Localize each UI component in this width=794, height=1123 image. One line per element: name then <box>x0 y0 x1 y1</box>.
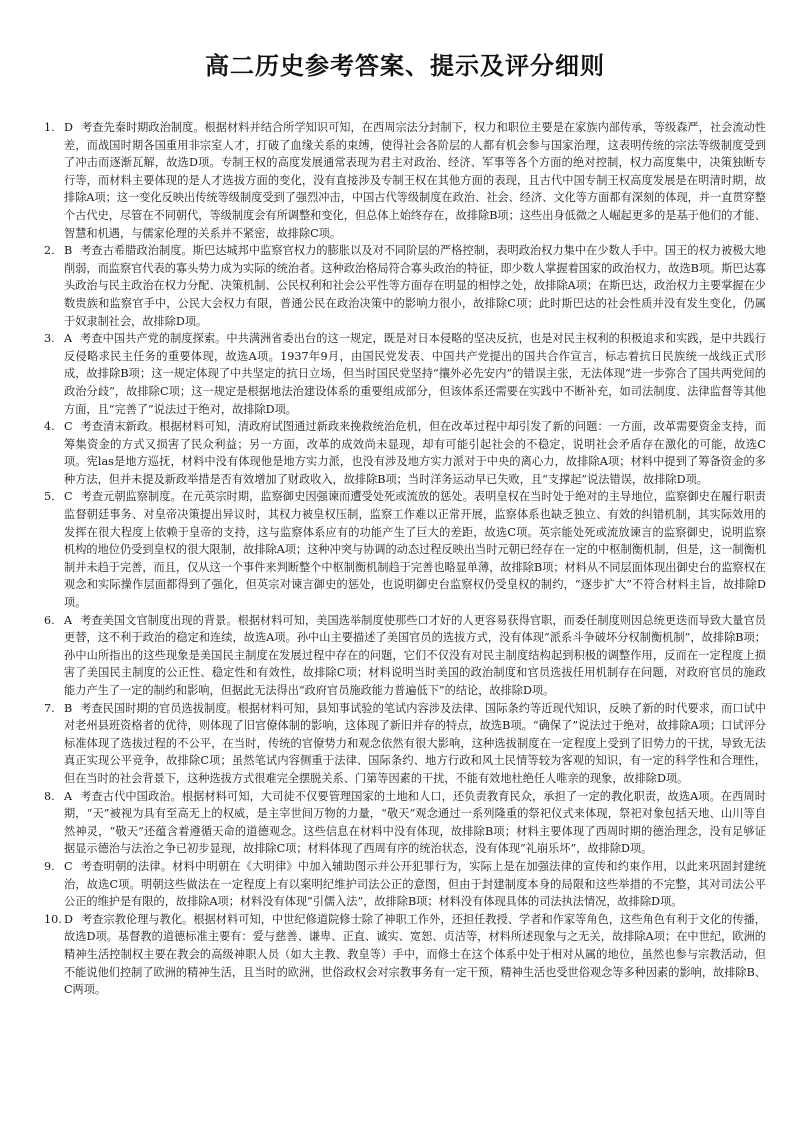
item-body <box>64 418 766 488</box>
explanation-text: 考查古代中国政治。根据材料可知，大司徒不仅要管理国家的土地和人口，还负责教育民众，承担了一定的教化职责，故选A项。在西周时期，“天”被视为具有至高无上的权威，是主宰世间万物的力量，“敬天”观念通过一系列隆重的祭祀仪式来体现，祭祀对象包括天地、山川等自然神灵，“敬天”还蕴含着遵循天命的道德观念。这些信息在材料中没有体现，故排除B项；材料主要体现了西周时期的德治理念，没有足够证据显示德治与法治之争已初步显现，故排除C项；材料体现了西周有序的统治状态，没有体现“礼崩乐坏”，故排除D项。 <box>64 789 766 856</box>
item-number: 9. <box>44 859 55 873</box>
item-body <box>64 700 766 788</box>
item-body <box>64 911 766 999</box>
explanation-text: 考查清末新政。根据材料可知，清政府试图通过新政来挽救统治危机，但在改革过程中却引发了新的问题：一方面，改革需要资金支持，而筹集资金的方式又损害了民众利益；另一方面，改革的成效尚未显现，却有可能引起社会的不稳定，说明社会矛盾存在激化的可能，故选C项。宪las是地方巡抚，材料中没有体现他是地方实力派，也没有涉及地方实力派对于中央的离心力，故排除A项；材料中提到了筹备资金的多种方法，但并未提及新政举措是否有效增加了财政收入，故排除B项；当时洋务运动早已失败，且“支撑起”说法错误，故排除D项。 <box>64 420 766 486</box>
answer-letter: A <box>64 613 73 627</box>
answer-list <box>44 119 766 999</box>
explanation-text: 考查民国时期的官员选拔制度。根据材料可知，县知事试验的笔试内容涉及法律、国际条约等近现代知识，反映了新的时代要求，而口试中对老州县班资格者的优待，则体现了旧官僚体制的影响，这体现了新旧并存的特点，故选B项。“确保了”说法过于绝对，故排除A项；口试评分标准体现了选拔过程的不公平，在当时，传统的官僚势力和观念依然有很大影响，这种选拔制度在一定程度上受到了旧势力的干扰，导致无法真正实现公平竞争，故排除C项；虽然笔试内容侧重于法律、国际条约、地方行政和风土民情等较为客观的知识，有一定的科学性和合理性，但在当时的社会背景下，这种选拔方式很难完全摆脱关系、门第等因素的干扰，不能有效地杜绝任人唯亲的现象，故排除D项。 <box>64 701 766 785</box>
answer-item <box>44 911 766 999</box>
answer-item <box>44 700 766 788</box>
answer-item <box>44 119 766 242</box>
item-number: 8. <box>44 789 55 803</box>
answer-letter: D <box>64 912 73 926</box>
item-number: 4. <box>44 420 55 434</box>
item-number: 1. <box>44 121 55 134</box>
answer-item <box>44 488 766 611</box>
answer-letter: D <box>64 121 73 134</box>
item-body <box>64 330 766 418</box>
explanation-text: 考查宗教伦理与教化。根据材料可知，中世纪修道院修士除了神职工作外，还担任教授、学者和作家等角色，这些角色有利于文化的传播，故选D项。基督教的道德标准主要有：爱与慈善、谦卑、正直、诚实、宽恕、贞洁等，材料所述现象与之无关，故排除A项；在中世纪，欧洲的精神生活控制权主要在教会的高级神职人员（如大主教、教皇等）手中，而修士在这个体系中处于相对从属的地位，虽然也参与宗教活动，但不能说他们控制了欧洲的精神生活，且当时的欧洲，世俗政权会对宗教事务有一定干预，精神生活也受世俗观念等多种因素的影响，故排除B、C两项。 <box>64 912 766 997</box>
item-number: 3. <box>44 332 55 346</box>
item-body <box>64 119 766 242</box>
answer-item <box>44 788 766 858</box>
item-number: 7. <box>44 701 55 715</box>
item-number: 10. <box>44 912 62 926</box>
item-number: 2. <box>44 244 55 258</box>
answer-letter: C <box>64 420 73 434</box>
explanation-text: 考查明朝的法律。材料中明朝在《大明律》中加入辅助图示并公开犯罪行为，实际上是在加强法律的宣传和约束作用，以此来巩固封建统治，故选C项。明朝这些做法在一定程度上有以案明纪维护司法公正的意图，但由于封建制度本身的局限和这些举措的不完整，其对司法公平公正的维护是有限的，故排除A项；材料没有体现“引儒入法”，故排除B项；材料没有体现具体的司法执法情况，故排除D项。 <box>64 859 766 909</box>
answer-item <box>44 330 766 418</box>
item-body <box>64 242 766 330</box>
answer-letter: C <box>64 859 73 873</box>
answer-letter: C <box>64 490 73 504</box>
explanation-text: 考查元朝监察制度。在元英宗时期，监察御史因强谏而遭受处死或流放的惩处。表明皇权在当时处于绝对的主导地位，监察御史在履行职责监督朝廷事务、对皇帝决策提出异议时，其权力被皇权压制，监察工作难以正常开展，监察体系也缺乏独立、有效的纠错机制，其实际效用的发挥在很大程度上依赖于皇帝的支持，这与监察体系应有的功能产生了巨大的差距，故选C项。英宗能处死或流放谏言的监察御史，说明监察机构的地位仍受到皇权的很大限制，故排除A项；这种冲突与协调的动态过程反映出当时元朝已经存在一定的中枢制衡机制，但是，这一制衡机制并未趋于完善，而且，仅从这一个事件来判断整个中枢制衡机制趋于完善也略显单薄，故排除B项；材料从不同层面体现出御史台的监察权在观念和实际操作层面都得到了强化，但英宗对谏言御史的惩处，也说明御史台监察权仍受皇权的制约，“逐步扩大”不符合材料主旨，故排除D项。 <box>64 490 766 610</box>
item-body <box>64 488 766 611</box>
answer-item <box>44 242 766 330</box>
item-body <box>64 612 766 700</box>
answer-item <box>44 418 766 488</box>
explanation-text: 考查中国共产党的制度探索。中共满洲省委出台的这一规定，既是对日本侵略的坚决反抗，也是对民主权利的积极追求和实践，是中共践行反侵略求民主任务的重要体现，故选A项。1937年9月，由国民党发表、中国共产党提出的国共合作宣言，标志着抗日民族统一战线正式形成，故排除B项；这一规定体现了中共坚定的抗日立场，但当时国民党坚持“攘外必先安内”的错误主张，无法体现“进一步弥合了国共两党间的政治分歧”，故排除C项；这一规定是根据地法治建设体系的重要组成部分，但该体系还需要在实践中不断补充，如司法制度、法律监督等其他方面，且“完善了”说法过于绝对，故排除D项。 <box>64 332 766 416</box>
answer-letter: B <box>64 244 73 258</box>
answer-letter: A <box>64 332 73 346</box>
page-title: 高二历史参考答案、提示及评分细则 <box>205 52 605 80</box>
item-body <box>64 788 766 858</box>
answer-item <box>44 858 766 911</box>
answer-item <box>44 612 766 700</box>
explanation-text: 考查美国文官制度出现的背景。根据材料可知，美国选举制度使那些口才好的人更容易获得官职，而委任制度则因总统更迭而导致大量官员更替，这不利于政治的稳定和连续，故选A项。孙中山主要描述了美国官员的选拔方式，没有体现“派系斗争破坏分权制衡机制”，故排除B项；孙中山所指出的这些现象是美国民主制度在发展过程中存在的问题，它们不仅没有对民主制度结构起到积极的调整作用，反而在一定程度上损害了美国民主制度的公正性、稳定性和有效性，故排除C项；材料说明当时美国的政治制度和官员选拔任用机制存在问题，对政府官员的施政能力产生了一定的制约和影响，但据此无法得出“政府官员施政能力普遍低下”的结论，故排除D项。 <box>64 613 766 697</box>
explanation-text: 考查古希腊政治制度。斯巴达城邦中监察官权力的膨胀以及对不同阶层的严格控制，表明政治权力集中在少数人手中。国王的权力被极大地削弱，而监察官代表的寡头势力成为实际的统治者。这种政治格局符合寡头政治的特征，即少数人掌握着国家的政治权力，故选B项。斯巴达寡头政治与民主政治在权力分配、决策机制、公民权利和社会公平性等方面存在明显的相悖之处，故排除A项；在斯巴达，政治权力主要掌握在少数贵族和监察官手中，公民大会权力有限，普通公民在政治决策中的影响力很小，故排除C项；此时斯巴达的社会性质并没有发生变化，仍属于奴隶制社会，故排除D项。 <box>64 244 766 328</box>
explanation-text: 考查先秦时期政治制度。根据材料并结合所学知识可知，在西周宗法分封制下，权力和职位主要是在家族内部传承，等级森严，社会流动性差，而战国时期各国重用非宗室人才，打破了血缘关系的束缚，使得社会各阶层的人都有机会参与国家治理，这表明传统的宗法等级制度受到了冲击而逐渐瓦解，故选D项。专制王权的高度发展通常表现为君主对政治、经济、军事等各个方面的绝对控制，权力高度集中，决策独断专行等，而材料主要体现的是人才选拔方面的变化，没有直接涉及专制王权在其他方面的表现，且古代中国专制王权高度发展是在明清时期，故排除A项；这一变化反映出传统等级制度受到了强烈冲击，中国古代等级制度在政治、社会、经济、文化等方面都有深刻的体现，并一直贯穿整个古代史，尽管在不同朝代，等级制度会有所调整和变化，但总体上始终存在，故排除B项；这些出身低微之人崛起更多的是基于他们的才能、智慧和机遇，与儒家伦理的关系并不紧密，故排除C项。 <box>64 121 766 240</box>
item-body <box>64 858 766 911</box>
item-number: 6. <box>44 613 55 627</box>
item-number: 5. <box>44 490 55 504</box>
answer-letter: A <box>64 789 73 803</box>
answer-letter: B <box>64 701 73 715</box>
